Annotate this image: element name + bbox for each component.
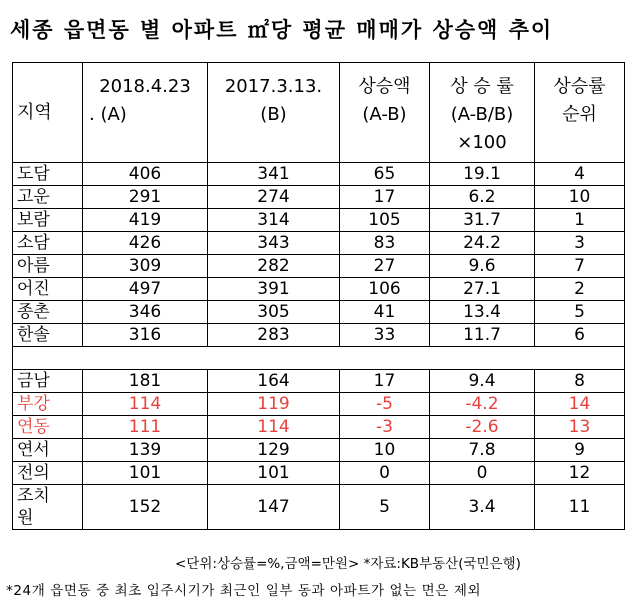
rank-cell: 4 — [535, 163, 625, 186]
table-row — [13, 485, 625, 530]
header-rate-line1: 상 승 률 — [450, 76, 514, 97]
increase-cell: 17 — [340, 186, 430, 209]
rank-cell: 2 — [535, 278, 625, 301]
region-cell: 도담 — [13, 163, 83, 186]
rate-cell: 6.2 — [430, 186, 535, 209]
rate-cell: 27.1 — [430, 278, 535, 301]
price-a-cell: 419 — [83, 209, 208, 232]
price-a-cell: 139 — [83, 439, 208, 462]
header-price-2018-line2: . (A) — [89, 104, 127, 125]
header-increase-line2: (A-B) — [362, 104, 407, 125]
increase-cell: 105 — [340, 209, 430, 232]
table-row — [13, 186, 625, 209]
price-b-cell: 129 — [208, 439, 340, 462]
price-a-cell: 111 — [83, 416, 208, 439]
price-a-cell: 346 — [83, 301, 208, 324]
region-cell-line2: 원 — [17, 508, 34, 528]
region-cell: 종촌 — [13, 301, 83, 324]
header-price-2017-line1: 2017.3.13. — [224, 76, 323, 97]
rate-cell: 9.4 — [430, 370, 535, 393]
region-cell: 전의 — [13, 462, 83, 485]
price-b-cell: 164 — [208, 370, 340, 393]
header-rank — [535, 63, 625, 163]
rate-cell: 3.4 — [430, 485, 535, 530]
increase-cell: 0 — [340, 462, 430, 485]
header-price-2017-line2: (B) — [260, 104, 287, 125]
rank-cell: 12 — [535, 462, 625, 485]
region-cell: 부강 — [13, 393, 83, 416]
rank-cell: 14 — [535, 393, 625, 416]
table-row-negative — [13, 416, 625, 439]
source-note: <단위:상승률=%,금액=만원> *자료:KB부동산(국민은행) — [175, 556, 521, 572]
price-a-cell: 426 — [83, 232, 208, 255]
header-price-2018 — [83, 63, 208, 163]
price-a-cell: 406 — [83, 163, 208, 186]
table-row — [13, 439, 625, 462]
increase-cell: 41 — [340, 301, 430, 324]
increase-cell: 17 — [340, 370, 430, 393]
price-a-cell: 101 — [83, 462, 208, 485]
rank-cell: 10 — [535, 186, 625, 209]
increase-cell: 65 — [340, 163, 430, 186]
price-b-cell: 341 — [208, 163, 340, 186]
header-increase — [340, 63, 430, 163]
header-rate-line3: ×100 — [457, 132, 507, 153]
rate-cell: 24.2 — [430, 232, 535, 255]
price-a-cell: 291 — [83, 186, 208, 209]
increase-cell: 83 — [340, 232, 430, 255]
price-b-cell: 314 — [208, 209, 340, 232]
price-a-cell: 309 — [83, 255, 208, 278]
price-b-cell: 147 — [208, 485, 340, 530]
table-row — [13, 462, 625, 485]
table-row — [13, 163, 625, 186]
header-row — [13, 63, 625, 163]
price-b-cell: 282 — [208, 255, 340, 278]
price-b-cell: 343 — [208, 232, 340, 255]
region-cell-line1: 조치 — [17, 486, 50, 506]
increase-cell: 5 — [340, 485, 430, 530]
table-row — [13, 278, 625, 301]
header-increase-line1: 상승액 — [358, 76, 411, 97]
table-row — [13, 370, 625, 393]
rate-cell: 11.7 — [430, 324, 535, 347]
increase-cell: 27 — [340, 255, 430, 278]
rate-cell: -4.2 — [430, 393, 535, 416]
price-b-cell: 119 — [208, 393, 340, 416]
price-table — [12, 62, 625, 530]
rank-cell: 11 — [535, 485, 625, 530]
rate-cell: 9.6 — [430, 255, 535, 278]
rate-cell: 0 — [430, 462, 535, 485]
table-row — [13, 255, 625, 278]
increase-cell: -5 — [340, 393, 430, 416]
table-title: 세종 읍면동 별 아파트 ㎡당 평균 매매가 상승액 추이 — [10, 18, 554, 42]
header-rate — [430, 63, 535, 163]
rate-cell: 13.4 — [430, 301, 535, 324]
rank-cell: 5 — [535, 301, 625, 324]
price-b-cell: 283 — [208, 324, 340, 347]
rank-cell: 7 — [535, 255, 625, 278]
header-rank-line1: 상승률 — [553, 76, 606, 97]
rank-cell: 1 — [535, 209, 625, 232]
rank-cell: 8 — [535, 370, 625, 393]
region-cell: 한솔 — [13, 324, 83, 347]
price-a-cell: 316 — [83, 324, 208, 347]
table-row-negative — [13, 393, 625, 416]
rate-cell: 19.1 — [430, 163, 535, 186]
separator-cell — [13, 347, 625, 370]
table-row — [13, 324, 625, 347]
header-rank-line2: 순위 — [562, 104, 597, 125]
rank-cell: 9 — [535, 439, 625, 462]
region-cell: 고운 — [13, 186, 83, 209]
region-cell: 어진 — [13, 278, 83, 301]
region-cell: 금남 — [13, 370, 83, 393]
region-cell: 연서 — [13, 439, 83, 462]
header-region: 지역 — [13, 63, 83, 163]
table-row — [13, 209, 625, 232]
rank-cell: 6 — [535, 324, 625, 347]
table-row — [13, 232, 625, 255]
price-a-cell: 181 — [83, 370, 208, 393]
price-b-cell: 391 — [208, 278, 340, 301]
price-b-cell: 274 — [208, 186, 340, 209]
region-cell: 아름 — [13, 255, 83, 278]
increase-cell: 33 — [340, 324, 430, 347]
region-cell: 소담 — [13, 232, 83, 255]
separator-row — [13, 347, 625, 370]
footnote: *24개 읍면동 중 최초 입주시기가 최근인 일부 동과 아파트가 없는 면은 제외 — [6, 583, 482, 599]
price-b-cell: 101 — [208, 462, 340, 485]
header-price-2017 — [208, 63, 340, 163]
price-a-cell: 152 — [83, 485, 208, 530]
price-a-cell: 497 — [83, 278, 208, 301]
region-cell: 보람 — [13, 209, 83, 232]
rate-cell: 7.8 — [430, 439, 535, 462]
header-rate-line2: (A-B/B) — [450, 104, 514, 125]
rate-cell: 31.7 — [430, 209, 535, 232]
price-b-cell: 305 — [208, 301, 340, 324]
increase-cell: 10 — [340, 439, 430, 462]
rank-cell: 13 — [535, 416, 625, 439]
price-a-cell: 114 — [83, 393, 208, 416]
rank-cell: 3 — [535, 232, 625, 255]
price-b-cell: 114 — [208, 416, 340, 439]
table-row — [13, 301, 625, 324]
region-cell — [13, 485, 83, 530]
increase-cell: 106 — [340, 278, 430, 301]
rate-cell: -2.6 — [430, 416, 535, 439]
increase-cell: -3 — [340, 416, 430, 439]
header-price-2018-line1: 2018.4.23 — [99, 76, 191, 97]
region-cell: 연동 — [13, 416, 83, 439]
